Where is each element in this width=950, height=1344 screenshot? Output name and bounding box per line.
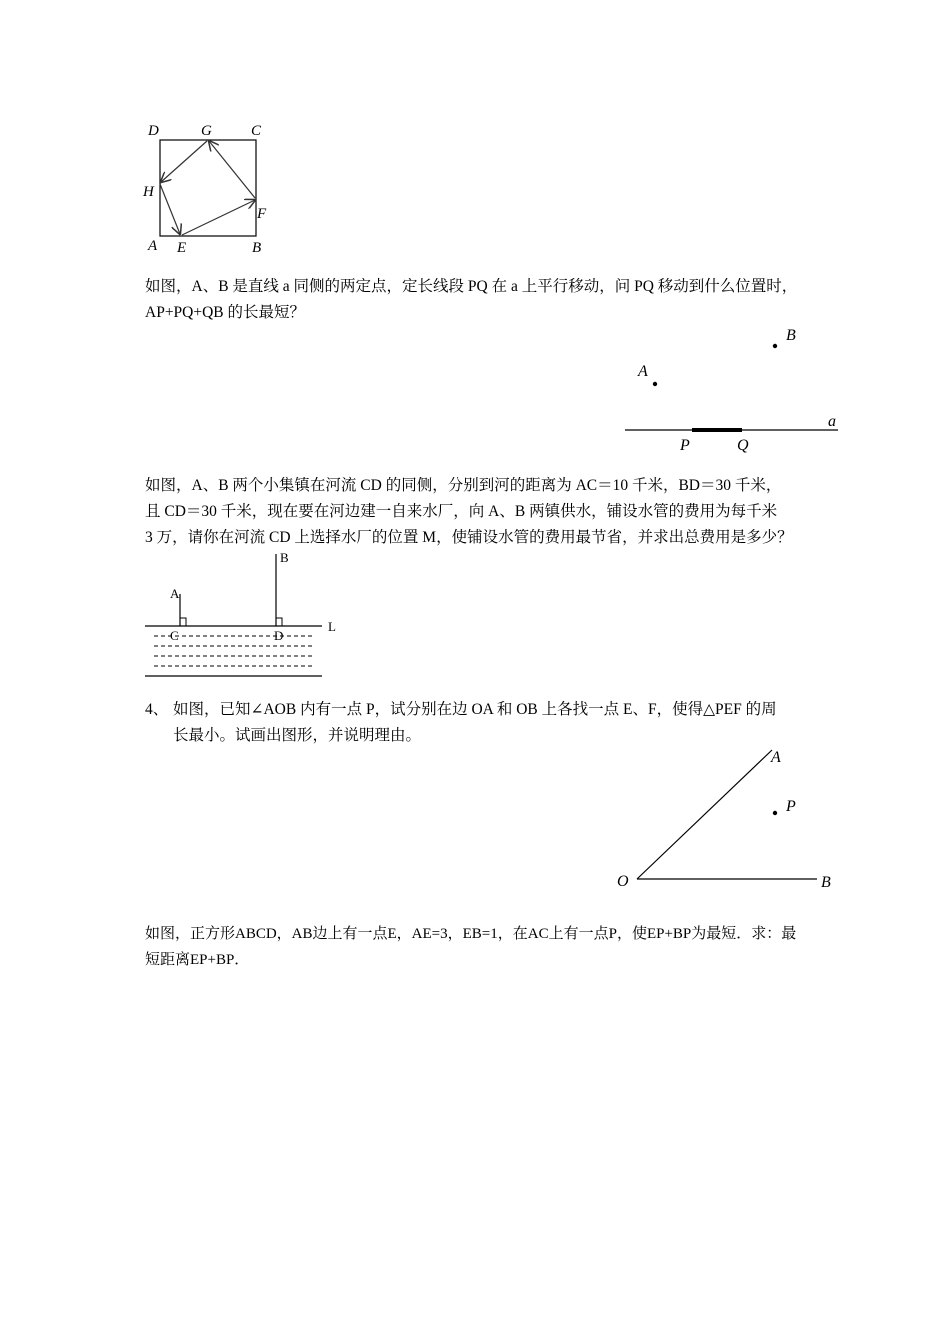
arrow-e-to-f [182, 200, 255, 235]
angle-figure [612, 740, 842, 895]
label-a: A [170, 586, 180, 601]
label-g: G [201, 123, 212, 139]
label-q: Q [737, 437, 749, 454]
question-square-line-1: 如图，正方形ABCD，AB边上有一点E，AE=3，EB=1，在AC上有一点P，使EP+BP为最短．求：最 [145, 926, 797, 942]
label-b: B [252, 240, 262, 256]
question-4-line-1-text: 如图，已知∠AOB 内有一点 P，试分别在边 OA 和 OB 上各找一点 E、F，使得△PEF 的周 [173, 701, 777, 718]
label-h: H [143, 184, 154, 200]
arrow-f-to-g [209, 141, 255, 198]
label-c: C [251, 123, 262, 139]
label-b: B [786, 327, 796, 344]
question-4-line-1 [145, 697, 825, 723]
label-a: A [638, 363, 648, 380]
label-line-a: a [828, 413, 836, 430]
label-p: P [680, 437, 690, 454]
label-e: E [177, 240, 187, 256]
question-square-text [145, 921, 825, 973]
square-figure [138, 118, 278, 260]
question-pq-line-2: AP+PQ+QB 的长最短？ [145, 304, 306, 321]
label-f: F [257, 206, 267, 222]
point-b [773, 344, 777, 348]
arrow-g-to-h [161, 141, 207, 182]
question-pq-line-1: 如图，A、B 是直线 a 同侧的两定点，定长线段 PQ 在 a 上平行移动，问 PQ 移动到什么位置时， [145, 278, 798, 295]
label-a: A [148, 238, 158, 254]
label-o: O [617, 873, 629, 890]
line-pq-figure [620, 318, 845, 458]
river-figure [140, 546, 350, 680]
question-square-line-2: 短距离EP+BP． [145, 952, 250, 968]
arrow-h-to-e [160, 184, 180, 234]
question-river-line-1: 如图，A、B 两个小集镇在河流 CD 的同侧，分别到河的距离为 AC＝10 千米，BD＝30 千米， [145, 477, 782, 494]
label-c: C [170, 628, 179, 643]
question-river-line-2: 且 CD＝30 千米，现在要在河边建一自来水厂，向 A、B 两镇供水，铺设水管的费用为每千米 [145, 503, 778, 520]
question-4-line-2: 长最小。试画出图形，并说明理由。 [173, 727, 422, 744]
question-river-line-3: 3 万，请你在河流 CD 上选择水厂的位置 M，使铺设水管的费用最节省，并求出总费用是多少？ [145, 529, 793, 546]
ray-oa [637, 750, 772, 879]
question-river-text [145, 473, 825, 551]
label-l: L [328, 619, 336, 634]
label-a: A [771, 749, 781, 766]
label-p: P [786, 798, 796, 815]
label-d: D [148, 123, 159, 139]
label-b: B [821, 874, 831, 891]
label-b: B [280, 550, 289, 565]
point-p [773, 811, 777, 815]
right-angle-d [276, 618, 282, 626]
right-angle-c [180, 618, 186, 626]
label-d: D [274, 628, 284, 643]
point-a [653, 382, 657, 386]
question-number: 4、 [145, 701, 169, 718]
